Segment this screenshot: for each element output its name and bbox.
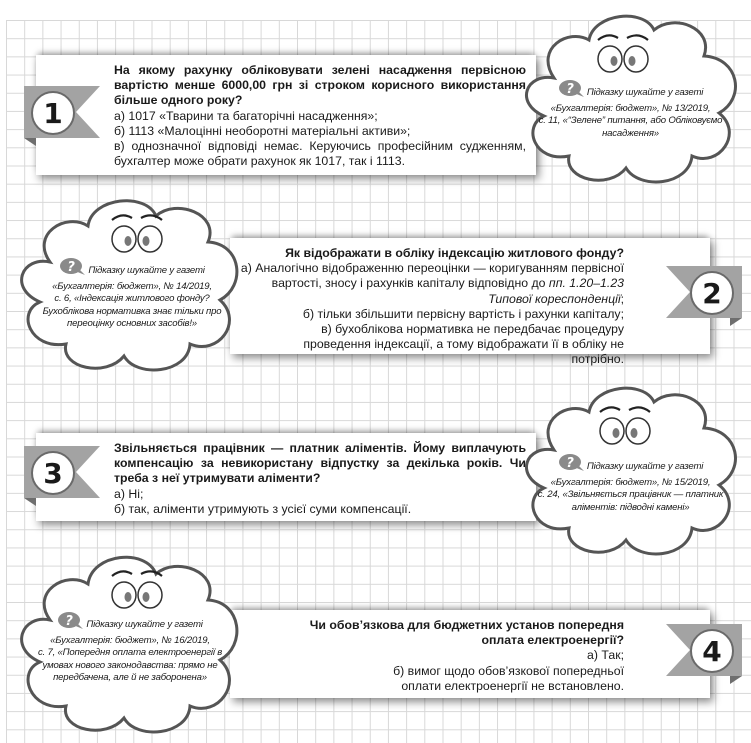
question-bubble-icon <box>57 612 83 635</box>
hint-source: «Бухгалтерія: бюджет», № 16/2019, <box>50 634 210 646</box>
question-bubble-icon <box>558 80 584 103</box>
question-bubble-icon <box>558 454 584 477</box>
hint-lead: Підказку шукайте у газеті <box>88 265 205 276</box>
hint-lead: Підказку шукайте у газеті <box>586 87 704 98</box>
hint-article: с. 6, «Індексація житлового фонду? Бухоблікова нормативка знає тільки про переоцінку основних засобів!» <box>42 293 222 330</box>
question-text: Звільняється працівник — платник аліментів. Йому виплачують компенсацію за невикористану відпустку за декілька років. Чи треба з неї утримувати аліменти? <box>114 441 526 486</box>
question-number-badge: 2 <box>690 271 734 315</box>
question-text: На якому рахунку обліковувати зелені насадження первісною вартістю менше 6000,00 грн зі строком корисного використання більше одного року? <box>114 63 526 108</box>
question-card-4 <box>230 610 710 698</box>
answer-b: б) вимог щодо обов’язкової попередньої оплати електроенергії не встановлено. <box>393 663 624 693</box>
hint-source: «Бухгалтерія: бюджет», № 14/2019, <box>52 280 212 292</box>
hint-lead: Підказку шукайте у газеті <box>86 619 203 630</box>
svg-text:?: ? <box>566 82 574 97</box>
hint-lead: Підказку шукайте у газеті <box>586 461 704 472</box>
hint-source: «Бухгалтерія: бюджет», № 13/2019, <box>550 102 711 114</box>
number-ribbon-2 <box>648 266 744 330</box>
hint-article: с. 7, «Попередня оплата електроенергії в умовах нового законодавства: прямо не передбачена, але й не заборонена» <box>37 647 223 684</box>
svg-text:?: ? <box>566 456 574 471</box>
answer-b: б) тільки збільшити первісну вартість і рахунки капіталу; <box>302 306 624 321</box>
answer-a: а) Ні; <box>114 486 144 501</box>
answer-b: б) 1113 «Малоцінні необоротні матеріальні активи»; <box>114 123 411 138</box>
svg-text:?: ? <box>67 260 75 275</box>
answer-c: в) бухоблікова нормативка не передбачає процедуру проведення індексації, а тому відображати її в обліку не потрібно. <box>303 322 624 367</box>
hint-cloud-3 <box>514 380 744 562</box>
question-number-badge: 4 <box>690 629 734 673</box>
hint-article: с. 24, «Звільняється працівник — платник аліментів: підводні камені» <box>537 489 724 513</box>
question-text: Як відображати в обліку індексацію житлового фонду? <box>285 246 624 260</box>
number-ribbon-1 <box>22 86 118 150</box>
question-number-badge: 3 <box>31 451 75 495</box>
answer-c: в) однозначної відповіді немає. Керуючись професійним судженням, бухгалтер може обрати рахунок як 1017, так і 1113. <box>114 139 526 169</box>
answer-a: а) 1017 «Тварини та багаторічні насадження»; <box>114 108 378 123</box>
svg-text:?: ? <box>65 614 73 629</box>
cartoon-eyes-icon <box>594 32 654 74</box>
hint-cloud-1 <box>514 8 744 190</box>
hint-cloud-2 <box>8 192 246 378</box>
number-ribbon-3 <box>22 446 118 510</box>
hint-cloud-4 <box>8 548 246 740</box>
question-card-2 <box>230 238 710 367</box>
hint-article: с. 11, «“Зелене” питання, або Обліковуємо насадження» <box>538 115 723 139</box>
hint-source: «Бухгалтерія: бюджет», № 15/2019, <box>550 476 711 488</box>
answer-b: б) так, аліменти утримують з усієї суми компенсації. <box>114 501 412 516</box>
question-bubble-icon <box>59 258 85 281</box>
question-text: Чи обов’язкова для бюджетних установ попередня оплата електроенергії? <box>309 618 624 648</box>
left-margin <box>0 0 6 743</box>
number-ribbon-4 <box>648 624 744 688</box>
cartoon-eyes-icon <box>108 212 168 254</box>
answer-a: а) Аналогічно відображенню переоцінки — коригуванням первісної вартості, зносу і рахунків капіталу відповідно до пп. 1.20–1.23 Типової кореспонденції; <box>240 261 624 306</box>
question-number-badge: 1 <box>31 91 75 135</box>
legal-reference: пп. 1.20–1.23 Типової кореспонденції <box>488 276 624 306</box>
cartoon-eyes-icon <box>108 568 168 610</box>
answer-a: а) Так; <box>587 648 624 663</box>
cartoon-eyes-icon <box>596 404 656 446</box>
